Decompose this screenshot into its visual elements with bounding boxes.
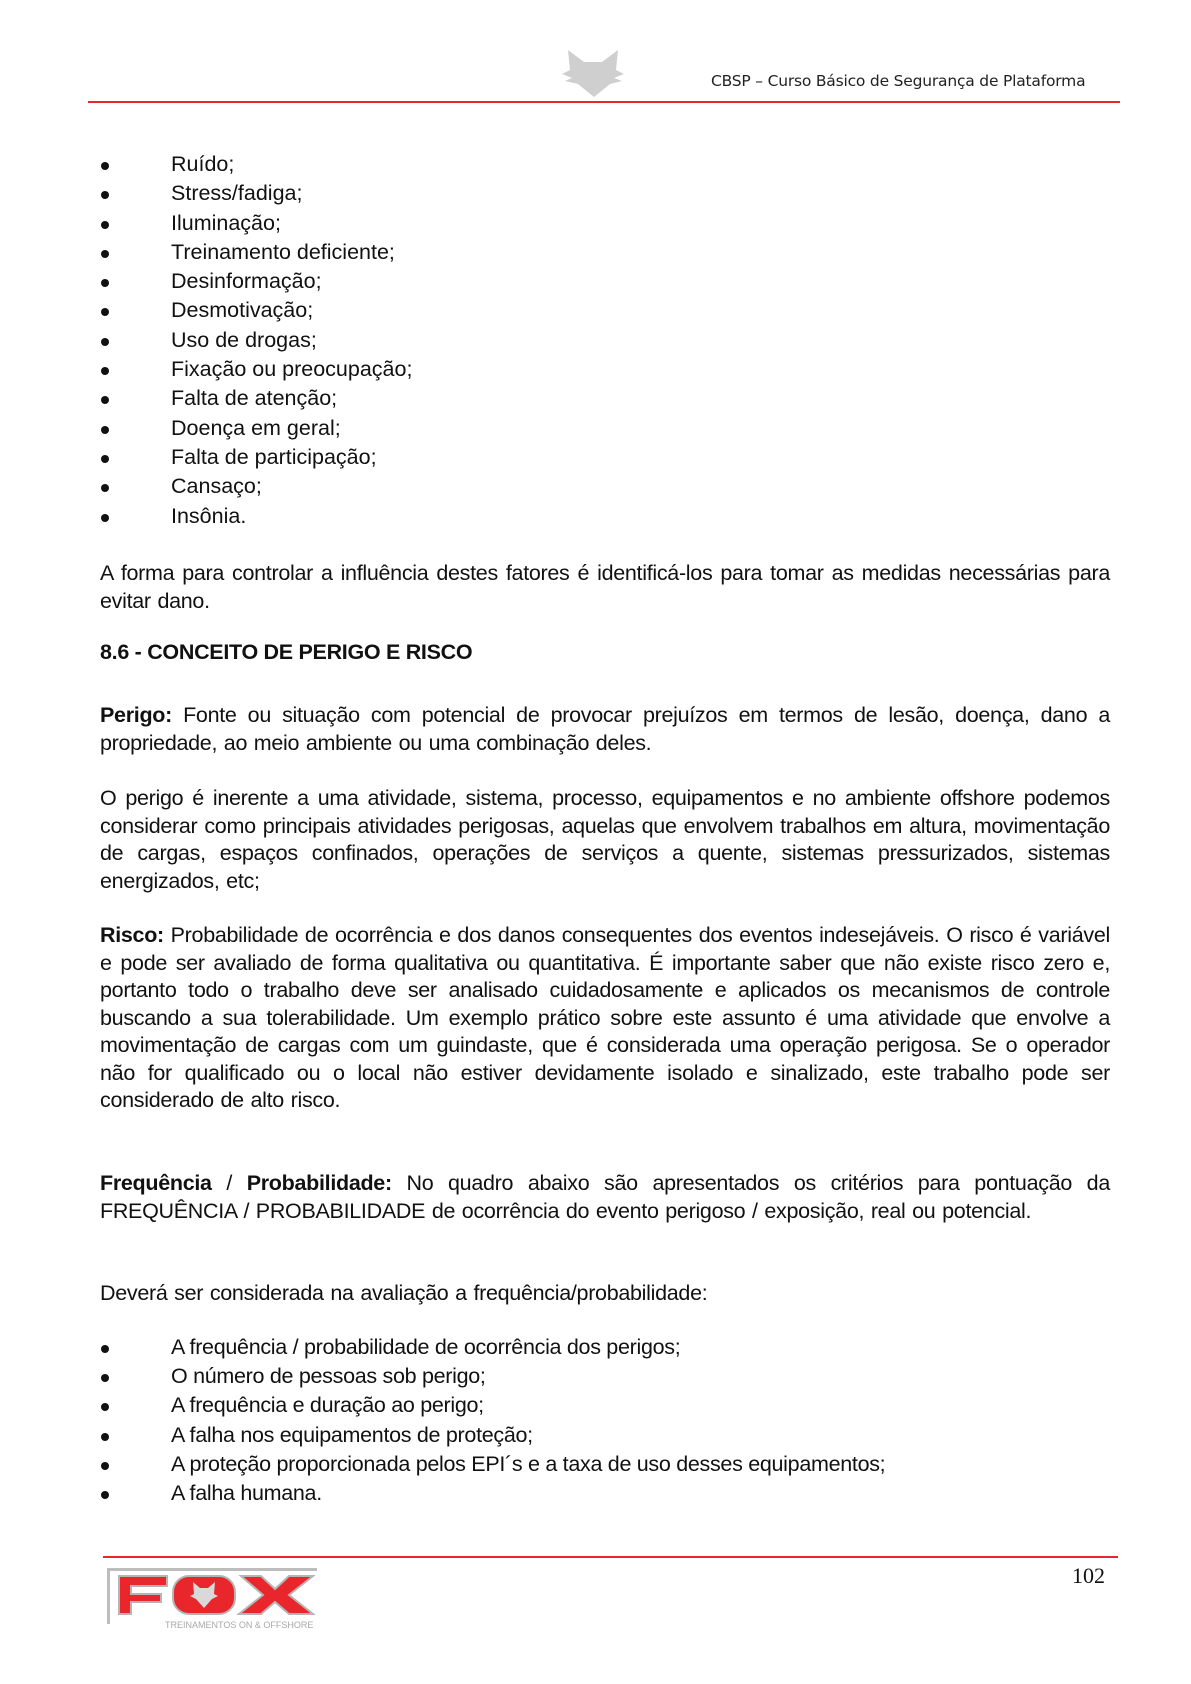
bullet-icon <box>101 279 109 287</box>
list-item-text: A frequência e duração ao perigo; <box>171 1393 484 1418</box>
list-item-text: Desmotivação; <box>171 298 314 323</box>
list-item-text: Desinformação; <box>171 269 322 294</box>
list-item-text: A falha humana. <box>171 1480 322 1505</box>
list-item-text: A frequência / probabilidade de ocorrência dos perigos; <box>171 1335 681 1359</box>
factor-list-item <box>100 296 1110 325</box>
fox-logo <box>105 1562 341 1632</box>
frequencia-definition <box>100 1170 1110 1225</box>
logo-tagline: TREINAMENTOS ON & OFFSHORE <box>165 1620 314 1630</box>
criteria-list-item <box>100 1362 1110 1391</box>
factor-list-item <box>100 472 1110 501</box>
fox-head-icon <box>560 48 626 98</box>
factor-list-item <box>100 384 1110 413</box>
list-item-text: A proteção proporcionada pelos EPI´s e a taxa de uso desses equipamentos; <box>171 1451 886 1476</box>
list-item-text: Doença em geral; <box>171 415 341 440</box>
bullet-icon <box>101 1403 109 1411</box>
header-title: CBSP – Curso Básico de Segurança de Plataforma <box>711 72 1086 90</box>
perigo-term: Perigo: <box>100 703 172 727</box>
factor-list-item <box>100 267 1110 296</box>
bullet-icon <box>101 221 109 229</box>
perigo-definition <box>100 702 1110 757</box>
factor-list-item <box>100 209 1110 238</box>
control-paragraph: A forma para controlar a influência destes fatores é identificá-los para tomar as medidas necessárias para evitar dano. <box>100 561 1110 613</box>
perigo-inerente-block <box>100 785 1110 895</box>
perigo-text: Fonte ou situação com potencial de provocar prejuízos em termos de lesão, doença, dano a propriedade, ao meio ambiente ou uma combinação deles. <box>100 703 1110 755</box>
list-item-text: Insônia. <box>171 503 247 528</box>
factor-list-item <box>100 179 1110 208</box>
bullet-icon <box>101 338 109 346</box>
bullet-icon <box>101 1462 109 1470</box>
list-item-text: Treinamento deficiente; <box>171 239 395 264</box>
perigo-definition-block <box>100 702 1110 757</box>
probabilidade-term: Probabilidade: <box>246 1171 392 1195</box>
bullet-icon <box>101 1491 109 1499</box>
factor-list-item <box>100 502 1110 531</box>
list-item-text: Stress/fadiga; <box>171 181 303 206</box>
list-item-text: Falta de participação; <box>171 444 377 469</box>
risco-definition-block <box>100 922 1110 1115</box>
header-divider <box>88 101 1120 103</box>
criteria-list-block <box>100 1333 1110 1508</box>
devera-paragraph: Deverá ser considerada na avaliação a frequência/probabilidade: <box>100 1281 708 1305</box>
bullet-icon <box>101 308 109 316</box>
logo-letter-f <box>119 1576 167 1614</box>
factor-list-item <box>100 326 1110 355</box>
page-number: 102 <box>1072 1563 1105 1588</box>
factor-list-item <box>100 238 1110 267</box>
bullet-icon <box>101 1374 109 1382</box>
frequencia-text: No quadro abaixo são apresentados os critérios para pontuação da FREQUÊNCIA / PROBABILIDADE de ocorrência do evento perigoso / exposição, real ou potencial. <box>100 1171 1110 1223</box>
risco-text: Probabilidade de ocorrência e dos danos consequentes dos eventos indesejáveis. O risco é variável e pode ser avaliado de forma qualitativa ou quantitativa. É importante saber que não existe risco zero e, portanto todo o trabalho deve ser analisado cuidadosamente e aplicados os mecanismos de controle buscando a sua tolerabilidade. Um exemplo prático sobre este assunto é uma atividade que envolve a movimentação de cargas com um guindaste, que é considerada uma operação perigosa. Se o operador não for qualificado ou o local não estiver devidamente isolado e sinalizado, este trabalho pode ser considerado de alto risco. <box>100 923 1110 1112</box>
risco-definition <box>100 922 1110 1115</box>
section-heading: 8.6 - CONCEITO DE PERIGO E RISCO <box>100 640 473 664</box>
list-item-text: Iluminação; <box>171 210 281 235</box>
bullet-icon <box>101 367 109 375</box>
list-item-text: Fixação ou preocupação; <box>171 357 413 382</box>
bullet-icon <box>101 426 109 434</box>
logo-letter-x <box>239 1576 313 1614</box>
bullet-icon <box>101 455 109 463</box>
control-paragraph-block <box>100 560 1110 615</box>
list-item-text: Cansaço; <box>171 474 262 499</box>
footer-divider <box>103 1556 1118 1558</box>
risco-term: Risco: <box>100 923 164 947</box>
list-item-text: Ruído; <box>171 152 235 176</box>
criteria-list <box>100 1333 1110 1508</box>
bullet-icon <box>101 514 109 522</box>
bullet-icon <box>101 191 109 199</box>
devera-paragraph-block <box>100 1280 1110 1308</box>
factors-list-block <box>100 150 1110 531</box>
list-item-text: A falha nos equipamentos de proteção; <box>171 1422 533 1447</box>
list-item-text: O número de pessoas sob perigo; <box>171 1364 486 1389</box>
frequencia-definition-block <box>100 1170 1110 1225</box>
bullet-icon <box>101 1433 109 1441</box>
list-item-text: Falta de atenção; <box>171 386 338 411</box>
bullet-icon <box>101 396 109 404</box>
perigo-inerente-paragraph: O perigo é inerente a uma atividade, sistema, processo, equipamentos e no ambiente offshore podemos considerar como principais atividades perigosas, aquelas que envolvem trabalhos em altura, movimentação de cargas, espaços confinados, operações de serviços a quente, sistemas pressurizados, sistemas energizados, etc; <box>100 786 1110 893</box>
bullet-icon <box>101 162 109 170</box>
factor-list-item <box>100 443 1110 472</box>
criteria-list-item <box>100 1421 1110 1450</box>
factor-list-item <box>100 150 1110 179</box>
factor-list-item <box>100 414 1110 443</box>
bullet-icon <box>101 250 109 258</box>
frequencia-term: Frequência <box>100 1171 212 1195</box>
criteria-list-item <box>100 1479 1110 1508</box>
criteria-list-item <box>100 1333 1110 1362</box>
factor-list-item <box>100 355 1110 384</box>
factors-list <box>100 150 1110 531</box>
list-item-text: Uso de drogas; <box>171 327 317 352</box>
bullet-icon <box>101 1345 109 1353</box>
frequencia-separator: / <box>211 1171 247 1195</box>
bullet-icon <box>101 484 109 492</box>
criteria-list-item <box>100 1450 1110 1479</box>
criteria-list-item <box>100 1391 1110 1420</box>
